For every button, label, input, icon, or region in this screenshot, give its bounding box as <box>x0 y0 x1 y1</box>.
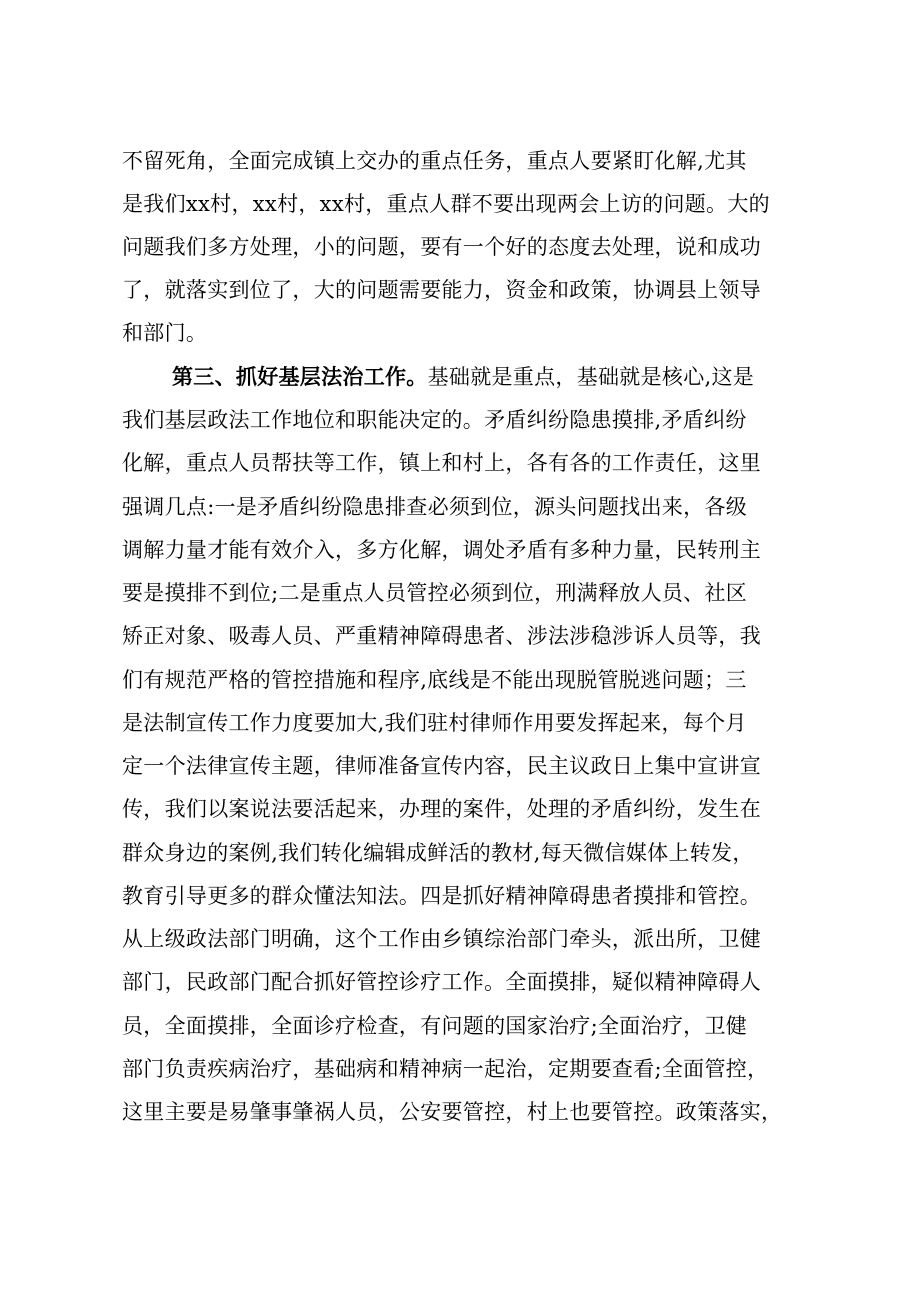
text-line: 群众身边的案例,我们转化编辑成鲜活的教材,每天微信媒体上转发， <box>122 841 754 865</box>
section-paragraph-start <box>172 362 812 392</box>
text-line: 我们基层政法工作地位和职能决定的。矛盾纠纷隐患摸排,矛盾纠纷 <box>122 408 747 432</box>
text-line: 问题我们多方处理，小的问题，要有一个好的态度去处理，说和成功 <box>122 235 761 259</box>
text-line: 了，就落实到位了，大的问题需要能力，资金和政策，协调县上领导 <box>122 278 761 302</box>
text-line: 从上级政法部门明确，这个工作由乡镇综治部门牵头，派出所，卫健 <box>122 927 761 951</box>
text-line: 部门，民政部门配合抓好管控诊疗工作。全面摸排，疑似精神障碍人 <box>122 970 761 994</box>
text-line: 要是摸排不到位;二是重点人员管控必须到位，刑满释放人员、社区 <box>122 581 748 605</box>
text-line: 化解，重点人员帮扶等工作，镇上和村上，各有各的工作责任，这里 <box>122 451 761 475</box>
text-line: 部门负责疾病治疗，基础病和精神病一起治，定期要查看;全面管控， <box>122 1057 769 1081</box>
text-line: 这里主要是易肇事肇祸人员，公安要管控，村上也要管控。政策落实， <box>122 1100 783 1124</box>
text-line: 调解力量才能有效介入，多方化解，调处矛盾有多种力量，民转刑主 <box>122 538 761 562</box>
text-line: 是法制宣传工作力度要加大,我们驻村律师作用要发挥起来，每个月 <box>122 711 747 735</box>
text-line: 矫正对象、吸毒人员、严重精神障碍患者、涉法涉稳涉诉人员等，我 <box>122 624 761 648</box>
text-line: 不留死角，全面完成镇上交办的重点任务，重点人要紧盯化解,尤其 <box>122 149 747 173</box>
section-heading: 第三、抓好基层法治工作。 <box>172 364 428 389</box>
text-line: 定一个法律宣传主题，律师准备宣传内容，民主议政日上集中宣讲宣 <box>122 754 761 778</box>
text-line: 强调几点:一是矛盾纠纷隐患排查必须到位，源头问题找出来，各级 <box>122 495 748 519</box>
text-line: 教育引导更多的群众懂法知法。四是抓好精神障碍患者摸排和管控。 <box>122 884 761 908</box>
text-line: 员，全面摸排，全面诊疗检查，有问题的国家治疗;全面治疗，卫健 <box>122 1014 748 1038</box>
text-line: 传，我们以案说法要活起来，办理的案件，处理的矛盾纠纷，发生在 <box>122 797 761 821</box>
section-intro: 基础就是重点，基础就是核心,这是 <box>427 365 755 389</box>
text-line: 和部门。 <box>122 321 208 345</box>
text-line: 是我们xx村，xx村，xx村，重点人群不要出现两会上访的问题。大的 <box>122 192 770 216</box>
text-line: 们有规范严格的管控措施和程序,底线是不能出现脱管脱逃问题；三 <box>122 668 747 692</box>
